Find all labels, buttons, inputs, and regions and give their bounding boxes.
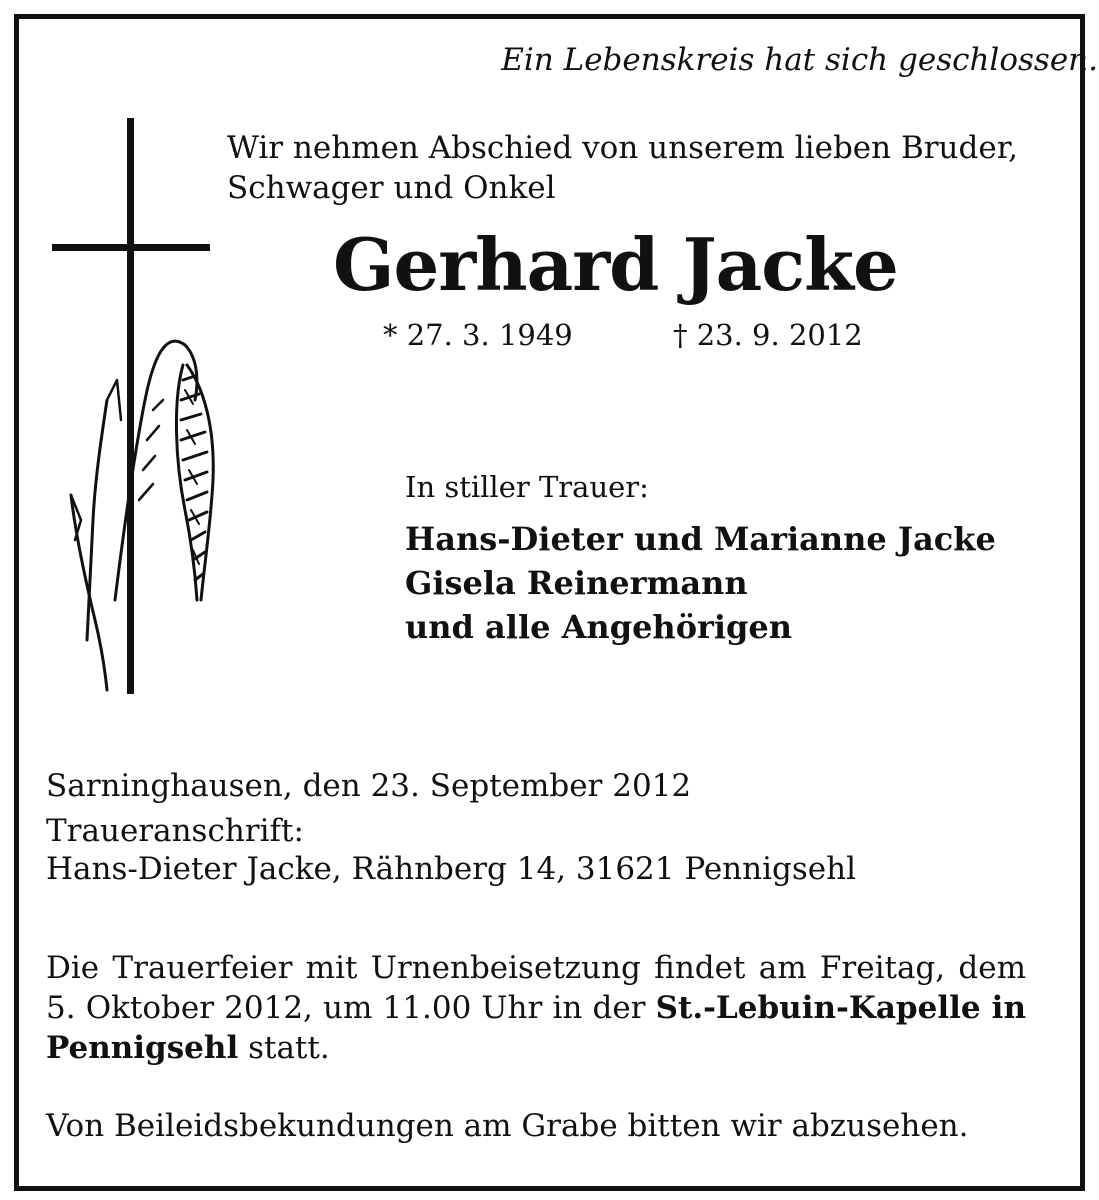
intro-line-1: Wir nehmen Abschied von unserem lieben Bruder, [227,130,1018,166]
ceremony-text-part-2: statt. [238,1030,330,1066]
mourning-label: In stiller Trauer: [405,470,649,504]
mourner-name: und alle Angehörigen [405,608,793,646]
address-label: Traueranschrift: [46,813,304,849]
address-value: Hans-Dieter Jacke, Rähnberg 14, 31621 Pennigsehl [46,851,856,887]
mourner-name: Gisela Reinermann [405,564,748,602]
birth-date: * 27. 3. 1949 [383,318,573,352]
mourning-address [46,812,856,888]
intro-line-2: Schwager und Onkel [227,170,556,206]
deceased-name: Gerhard Jacke [333,222,898,307]
ceremony-text-part-1: Die Trauerfeier mit Urnenbeisetzung findet am Freitag, dem 5. Oktober 2012, um 11.00 Uhr in der [46,950,1026,1026]
mourner-list [405,517,996,649]
place-and-date: Sarninghausen, den 23. September 2012 [46,768,692,804]
death-date: † 23. 9. 2012 [673,318,863,352]
mourner-name: Hans-Dieter und Marianne Jacke [405,520,996,558]
closing-note: Von Beileidsbekundungen am Grabe bitten wir abzusehen. [46,1108,969,1144]
motto: Ein Lebenskreis hat sich geschlossen. [501,42,1098,78]
ceremony-location: St.-Lebuin-Kapelle in Pennigsehl [46,990,1026,1066]
ceremony-text [46,948,1026,1068]
intro-text [227,128,1018,208]
cross-and-wheat-icon [35,100,225,700]
